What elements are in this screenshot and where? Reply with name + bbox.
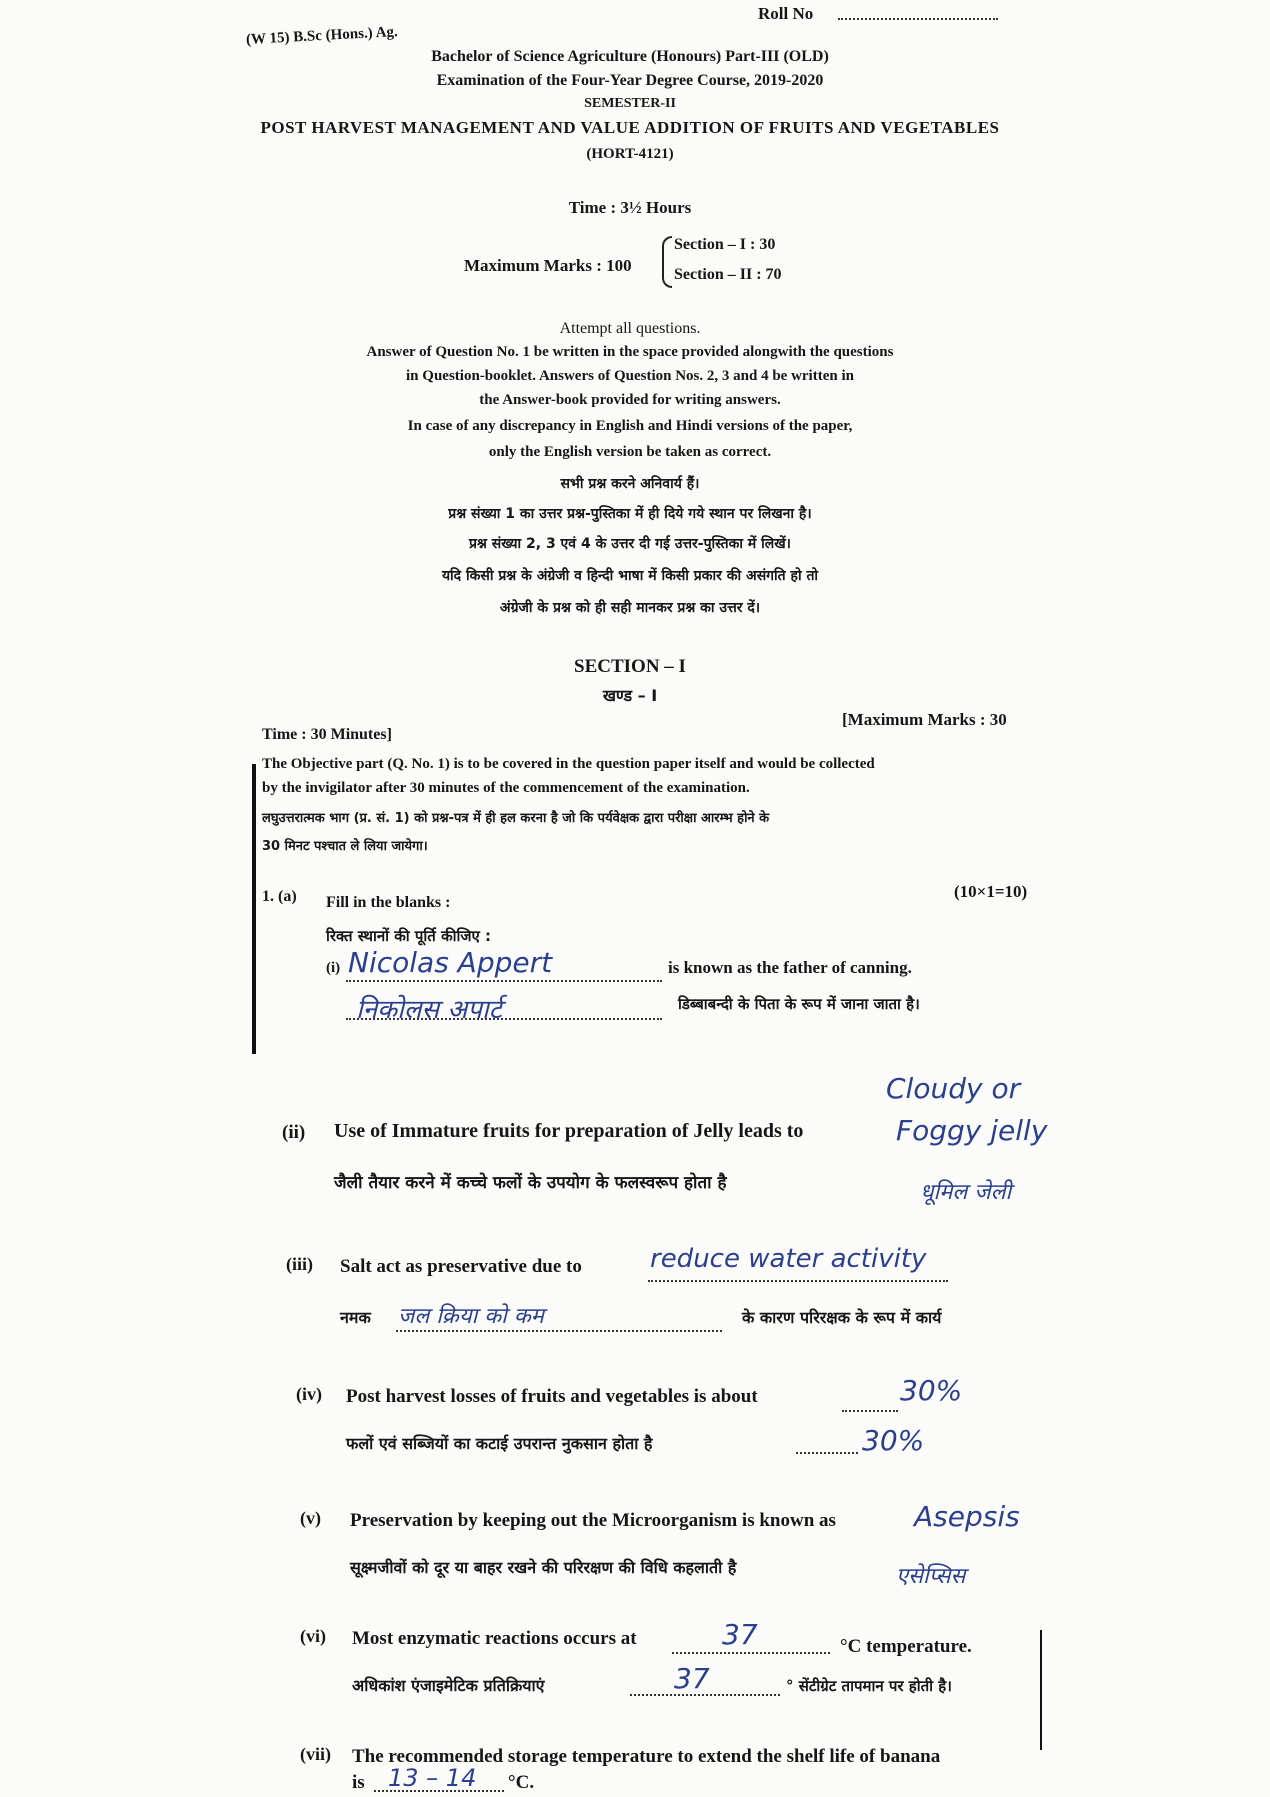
item-4-answer-hi: 30% bbox=[862, 1424, 925, 1457]
item-2-answer-extra: Cloudy or bbox=[886, 1072, 1021, 1105]
instruction-en-5: In case of any discrepancy in English and Hindi versions of the paper, bbox=[407, 418, 853, 434]
item-4-text-en: Post harvest losses of fruits and vegetables is about bbox=[346, 1386, 758, 1407]
item-4-number: (iv) bbox=[296, 1384, 322, 1404]
roll-number-label: Roll No bbox=[758, 4, 814, 23]
item-3-answer-en: reduce water activity bbox=[650, 1244, 927, 1274]
degree-title: Bachelor of Science Agriculture (Honours) Part-III (OLD) bbox=[431, 48, 829, 65]
section-max-marks: [Maximum Marks : 30 bbox=[842, 710, 1007, 729]
item-4-answer-en: 30% bbox=[900, 1374, 963, 1407]
instruction-en-4: the Answer-book provided for writing answers. bbox=[479, 392, 781, 408]
item-7-text-en: The recommended storage temperature to extend the shelf life of banana bbox=[352, 1746, 941, 1767]
item-5-answer-hi: एसेप्सिस bbox=[896, 1564, 966, 1589]
question-marks: (10×1=10) bbox=[954, 882, 1028, 901]
item-4-text-hi: फलों एवं सब्जियों का कटाई उपरान्त नुकसान होता है bbox=[346, 1434, 653, 1453]
section2-marks: Section – II : 70 bbox=[674, 266, 782, 283]
instruction-en-2: Answer of Question No. 1 be written in the space provided alongwith the questions bbox=[366, 344, 894, 360]
item-1-text-hi: डिब्बाबन्दी के पिता के रूप में जाना जाता है। bbox=[678, 995, 920, 1013]
item-1-answer-en: Nicolas Appert bbox=[348, 946, 553, 979]
item-6-answer-en: 37 bbox=[722, 1618, 758, 1651]
section-time: Time : 30 Minutes] bbox=[262, 726, 392, 743]
item-2-number: (ii) bbox=[282, 1122, 306, 1143]
section-title: SECTION – I bbox=[574, 656, 686, 677]
item-5-text-hi: सूक्ष्मजीवों को दूर या बाहर रखने की परिरक्षण की विधि कहलाती है bbox=[350, 1558, 737, 1577]
question-label: Fill in the blanks : bbox=[326, 894, 451, 911]
question-number: 1. (a) bbox=[262, 888, 297, 905]
objective-note-en-1: The Objective part (Q. No. 1) is to be covered in the question paper itself and would be collected bbox=[262, 756, 875, 772]
item-6-text-hi-after: ° सेंटीग्रेट तापमान पर होती है। bbox=[786, 1677, 952, 1695]
instruction-hi-5: अंग्रेजी के प्रश्न को ही सही मानकर प्रश्न का उत्तर दें। bbox=[499, 600, 761, 616]
right-margin-rule bbox=[1040, 1630, 1042, 1750]
section1-marks: Section – I : 30 bbox=[674, 236, 776, 253]
item-6-answer-hi: 37 bbox=[674, 1662, 710, 1695]
item-5-text-en: Preservation by keeping out the Microorganism is known as bbox=[350, 1510, 836, 1531]
item-6-number: (vi) bbox=[300, 1626, 326, 1646]
item-1-text-en: is known as the father of canning. bbox=[668, 958, 912, 977]
item-7-number: (vii) bbox=[300, 1744, 331, 1764]
section-title-hindi: खण्ड – I bbox=[602, 686, 658, 705]
instruction-hi-2: प्रश्न संख्या 1 का उत्तर प्रश्न-पुस्तिका में ही दिये गये स्थान पर लिखना है। bbox=[448, 506, 812, 522]
item-3-answer-hi: जल क्रिया को कम bbox=[398, 1304, 544, 1329]
item-3-text-hi-after: के कारण परिरक्षक के रूप में कार्य bbox=[742, 1308, 942, 1327]
marks-brace bbox=[662, 236, 672, 288]
objective-note-hi-1: लघुउत्तरात्मक भाग (प्र. सं. 1) को प्रश्न-पत्र में ही हल करना है जो कि पर्यवेक्षक द्वारा परीक्षा आरम्भ होने के bbox=[262, 811, 770, 826]
exam-time: Time : 3½ Hours bbox=[568, 198, 692, 217]
course-code: (W 15) B.Sc (Hons.) Ag. bbox=[245, 24, 399, 48]
item-6-text-hi-before: अधिकांश एंजाइमेटिक प्रतिक्रियाएं bbox=[352, 1676, 545, 1695]
subject-code: (HORT-4121) bbox=[586, 146, 674, 162]
subject-title: POST HARVEST MANAGEMENT AND VALUE ADDITION OF FRUITS AND VEGETABLES bbox=[260, 118, 1000, 137]
item-4-blank-en bbox=[842, 1410, 898, 1412]
item-2-answer-en: Foggy jelly bbox=[896, 1114, 1048, 1147]
item-3-text-hi-before: नमक bbox=[340, 1308, 371, 1327]
item-3-text-en: Salt act as preservative due to bbox=[340, 1256, 582, 1277]
item-1-blank-en bbox=[346, 980, 662, 982]
item-6-text-en-before: Most enzymatic reactions occurs at bbox=[352, 1628, 637, 1649]
item-2-text-hi: जैली तैयार करने में कच्चे फलों के उपयोग के फलस्वरूप होता है bbox=[334, 1173, 727, 1193]
item-7-text-en2-before: is bbox=[352, 1772, 365, 1793]
item-6-blank-en bbox=[672, 1652, 830, 1654]
instruction-hi-4: यदि किसी प्रश्न के अंग्रेजी व हिन्दी भाषा में किसी प्रकार की असंगति हो तो bbox=[441, 568, 819, 584]
item-7-text-en2-after: °C. bbox=[508, 1772, 535, 1793]
instruction-en-1: Attempt all questions. bbox=[559, 320, 701, 337]
item-2-answer-hi: धूमिल जेली bbox=[920, 1180, 1012, 1205]
objective-note-hi-2: 30 मिनट पश्चात ले लिया जायेगा। bbox=[262, 839, 428, 854]
item-3-number: (iii) bbox=[286, 1254, 313, 1274]
item-4-blank-hi bbox=[796, 1452, 858, 1454]
instruction-hi-3: प्रश्न संख्या 2, 3 एवं 4 के उत्तर दी गई उत्तर-पुस्तिका में लिखें। bbox=[469, 536, 791, 552]
item-3-blank-hi bbox=[396, 1330, 722, 1332]
maximum-marks: Maximum Marks : 100 bbox=[464, 256, 632, 275]
left-margin-rule bbox=[252, 764, 256, 1054]
item-5-number: (v) bbox=[300, 1508, 321, 1528]
item-5-answer-en: Asepsis bbox=[914, 1500, 1020, 1533]
item-7-answer-en: 13 – 14 bbox=[388, 1764, 477, 1792]
question-label-hindi: रिक्त स्थानों की पूर्ति कीजिए : bbox=[326, 927, 492, 945]
instruction-hi-1: सभी प्रश्न करने अनिवार्य हैं। bbox=[560, 476, 700, 492]
item-1-answer-hi: निकोलस अपार्ट bbox=[356, 995, 502, 1025]
objective-note-en-2: by the invigilator after 30 minutes of the commencement of the examination. bbox=[262, 780, 750, 796]
instruction-en-3: in Question-booklet. Answers of Question Nos. 2, 3 and 4 be written in bbox=[406, 368, 854, 384]
item-6-text-en-after: °C temperature. bbox=[840, 1636, 972, 1657]
item-3-blank-en bbox=[648, 1280, 948, 1282]
item-1-blank-hi bbox=[346, 1018, 662, 1020]
item-2-text-en: Use of Immature fruits for preparation of Jelly leads to bbox=[334, 1120, 804, 1142]
roll-number-blank bbox=[838, 18, 998, 20]
exam-title: Examination of the Four-Year Degree Course, 2019-2020 bbox=[436, 72, 824, 89]
item-1-number: (i) bbox=[326, 960, 341, 976]
semester-label: SEMESTER-II bbox=[584, 96, 676, 111]
instruction-en-6: only the English version be taken as correct. bbox=[488, 444, 772, 460]
